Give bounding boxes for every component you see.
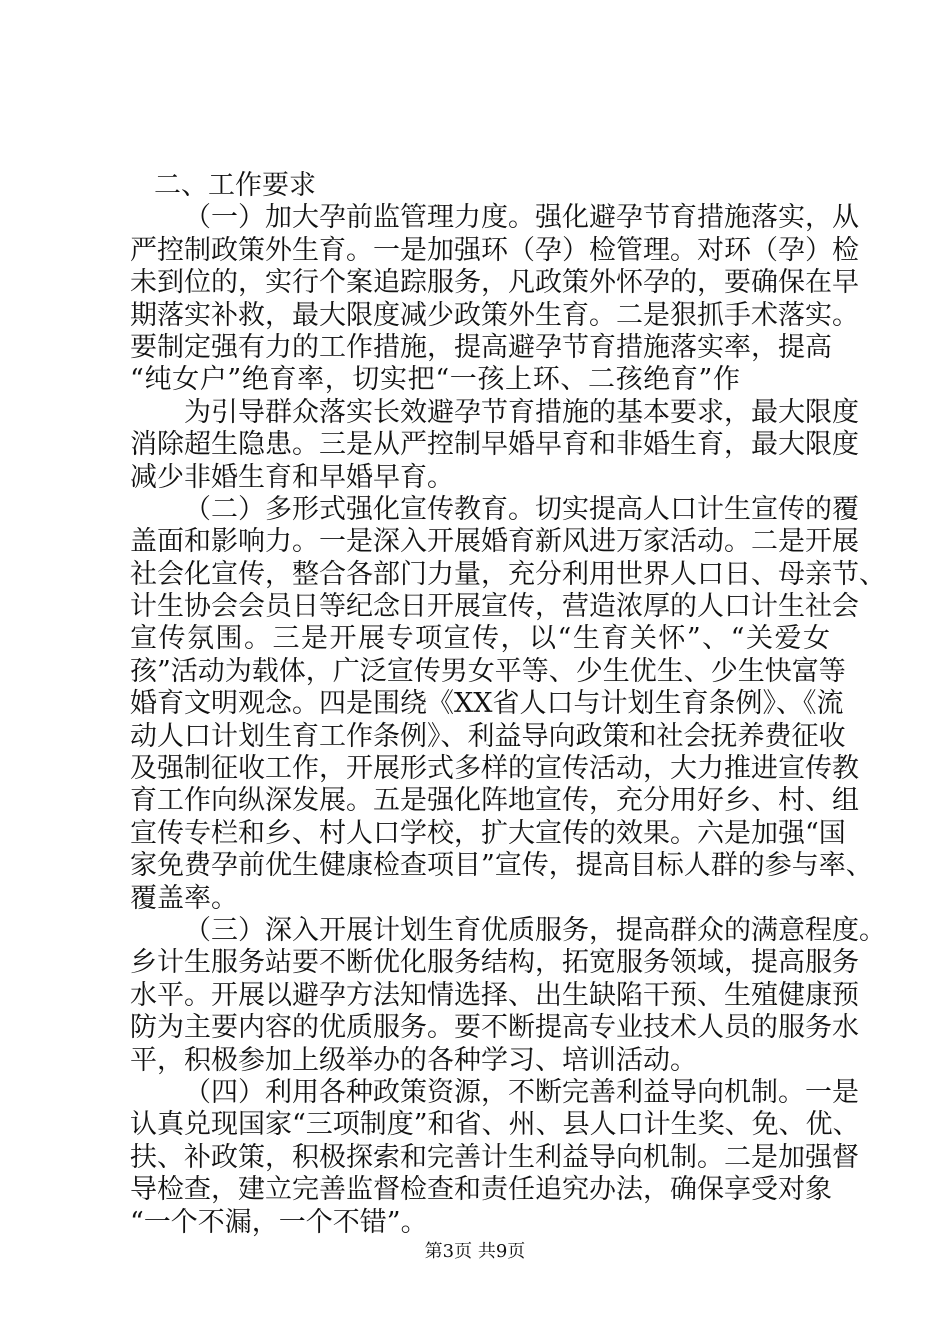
paragraph-3-line-5: 宣传氛围。三是开展专项宣传，以“生育关怀”、“关爱女 [130, 623, 830, 655]
paragraph-1-line-4: 期落实补救，最大限度减少政策外生育。二是狠抓手术落实。 [130, 299, 859, 331]
paragraph-3-line-1: （二）多形式强化宣传教育。切实提高人口计生宣传的覆 [184, 493, 859, 525]
paragraph-1-line-5: 要制定强有力的工作措施，提高避孕节育措施落实率，提高 [130, 331, 832, 363]
paragraph-1-line-2: 严控制政策外生育。一是加强环（孕）检管理。对环（孕）检 [130, 234, 859, 266]
paragraph-5-line-5: “一个不漏，一个不错”。 [130, 1206, 428, 1238]
paragraph-3-line-7: 婚育文明观念。四是围绕《XX省人口与计划生育条例》、《流 [130, 688, 844, 720]
paragraph-1-line-3: 未到位的，实行个案追踪服务，凡政策外怀孕的，要确保在早 [130, 267, 859, 299]
page-number-footer: 第3页 共9页 [424, 1241, 526, 1262]
paragraph-3-line-11: 宣传专栏和乡、村人口学校，扩大宣传的效果。六是加强“国 [130, 817, 846, 849]
paragraph-3-line-4: 计生协会会员日等纪念日开展宣传，营造浓厚的人口计生社会 [130, 591, 859, 623]
paragraph-4-line-2: 乡计生服务站要不断优化服务结构，拓宽服务领域，提高服务 [130, 947, 859, 979]
document-body [130, 170, 886, 1239]
paragraph-2-line-3: 减少非婚生育和早婚早育。 [130, 461, 454, 493]
paragraph-3-line-3: 社会化宣传，整合各部门力量，充分利用世界人口日、母亲节、 [130, 558, 886, 590]
paragraph-3-line-13: 覆盖率。 [130, 882, 238, 914]
paragraph-5-line-2: 认真兑现国家“三项制度”和省、州、县人口计生奖、免、优、 [130, 1109, 860, 1141]
paragraph-3-line-12: 家免费孕前优生健康检查项目”宣传，提高目标人群的参与率、 [130, 850, 873, 882]
paragraph-2-line-1: 为引导群众落实长效避孕节育措施的基本要求，最大限度 [184, 396, 859, 428]
paragraph-4-line-3: 水平。开展以避孕方法知情选择、出生缺陷干预、生殖健康预 [130, 979, 859, 1011]
paragraph-3-line-8: 动人口计划生育工作条例》、利益导向政策和社会抚养费征收 [130, 720, 846, 752]
paragraph-4-line-5: 平，积极参加上级举办的各种学习、培训活动。 [130, 1044, 697, 1076]
paragraph-3-line-2: 盖面和影响力。一是深入开展婚育新风进万家活动。二是开展 [130, 526, 859, 558]
paragraph-4-line-1: （三）深入开展计划生育优质服务，提高群众的满意程度。 [184, 914, 886, 946]
paragraph-3-line-10: 育工作向纵深发展。五是强化阵地宣传，充分用好乡、村、组 [130, 785, 859, 817]
section-heading: 二、工作要求 [154, 170, 316, 201]
paragraph-5-line-4: 导检查，建立完善监督检查和责任追究办法，确保享受对象 [130, 1174, 832, 1206]
paragraph-1-line-1: （一）加大孕前监管理力度。强化避孕节育措施落实，从 [184, 202, 859, 234]
paragraph-1-line-6: “纯女户”绝育率，切实把“一孩上环、二孩绝育”作 [130, 364, 740, 396]
paragraph-3-line-9: 及强制征收工作，开展形式多样的宣传活动，大力推进宣传教 [130, 753, 859, 785]
paragraph-5-line-1: （四）利用各种政策资源，不断完善利益导向机制。一是 [184, 1076, 859, 1108]
paragraph-2-line-2: 消除超生隐患。三是从严控制早婚早育和非婚生育，最大限度 [130, 429, 859, 461]
paragraph-5-line-3: 扶、补政策，积极探索和完善计生利益导向机制。二是加强督 [130, 1141, 859, 1173]
paragraph-4-line-4: 防为主要内容的优质服务。要不断提高专业技术人员的服务水 [130, 1012, 859, 1044]
paragraph-3-line-6: 孩”活动为载体，广泛宣传男女平等、少生优生、少生快富等 [130, 655, 846, 687]
